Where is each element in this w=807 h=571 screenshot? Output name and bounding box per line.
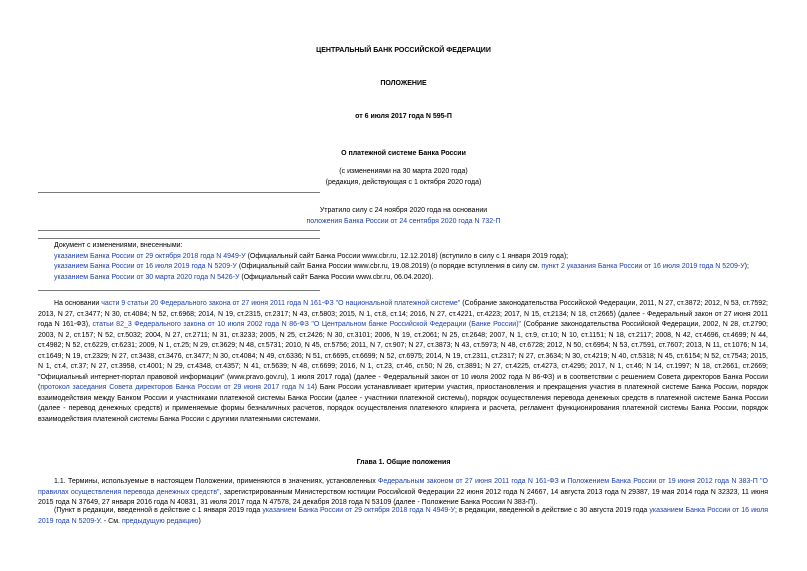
clause-note-link-4949u[interactable]: указанием Банка России от 29 октября 2018 года N 4949-У (262, 507, 455, 514)
amendment-link[interactable]: указанием Банка России от 16 июля 2019 года N 5209-У (54, 263, 237, 270)
clause-note-text: . - См. (100, 517, 122, 525)
preamble-text: (Собрание законодательства Российской Федерации, 2002, N 28, ст.2790; 2003, N 2, ст.157; N 52, ст.5032; 2004, N 27, ст.2711; N 31, ст.3233; 2005, N 25, ст.2426; N 30, ст.3101; 2006, N 19, ст.2061; N 25, ст.2648; 2007, N 1, ст.9, ст.10; N 10, ст.1151; N 18, ст.2117; 2008, N 42, ст.4696, ст.4699; N 44, ст.4982; N 52, ст.6229, ст.6231; 2009, N 1, ст.25; N 29, ст.3629; N 48, ст.5731; 2010, N 45, ст.5756; 2011, N 7, ст.907; N 27, ст.3873; N 43, ст.5973; N 48, ст.6728; 2012, N 50, ст.6954; N 53, ст.7591, ст.7607; 2013, N 11, ст.1076; N 14, ст.1649; N 19, ст.2329; N 27, ст.3438, ст.3476, ст.3477; N 30, ст.4084; N 49, ст.6336; N 51, ст.6695, ст.6699; N 52, ст.6975; 2014, N 19, ст.2311, ст.2317; N 27, ст.3634; N 30, ст.4219; N 40, ст.5318; N 45, ст.6154; N 52, ст.7543; 2015, N 1, ст.4, ст.37; N 27, ст.3958, ст.4001; N 29, ст.4348, ст.4357; N 41, ст.5639; N 48, ст.6699; 2016, N 1, ст.23, ст.46, ст.50; N 26, ст.3891; N 27, ст.4225, ст.4273, ст.4295; 2017, N 1, ст.46; N 14, ст.1997; N 18, ст.2661, ст.2669; "Официальный интернет-портал правовой информации" (www.pravo.gov.ru), 1 июля 2017 года) (далее - Федеральный закон от 10 июля 2002 года N 86-ФЗ) и в соответствии с решением Совета директоров Банка России ( (38, 321, 768, 391)
amendment-text: (Официальный сайт Банка России www.cbr.ru, 19.08.2019) (о порядке вступления в силу см. (236, 263, 542, 270)
expired-basis-link[interactable]: положения Банка России от 24 сентября 2020 года N 732-П (306, 218, 501, 225)
amendment-link-secondary[interactable]: пункт 2 указания Банка России от 16 июля 2019 года N 5209-У (541, 263, 745, 270)
document-date-number: от 6 июля 2017 года N 595-П (355, 113, 452, 120)
amendments-block (54, 241, 794, 283)
preamble-link-86fz[interactable]: статьи 82_3 Федерального закона от 10 июля 2002 года N 86-ФЗ "О Центральном банке Российской Федерации (Банке России)" (92, 321, 522, 328)
preamble-paragraph (38, 299, 768, 425)
preamble-text: На основании (54, 300, 102, 307)
amendment-item (54, 262, 794, 273)
amendment-text-secondary: ); (744, 263, 749, 270)
chapter-title: Глава 1. Общие положения (356, 459, 451, 466)
expired-notice: Утратило силу с 24 ноября 2020 года на основании (319, 207, 488, 214)
clause-text: 1.1. Термины, используемые в настоящем Положении, применяются в значениях, установленных (54, 478, 379, 485)
clause-note-text: ; в редакции, введенной в действие с 30 августа 2019 года (454, 507, 650, 514)
bank-name: ЦЕНТРАЛЬНЫЙ БАНК РОССИЙСКОЙ ФЕДЕРАЦИИ (316, 47, 491, 54)
amendments-intro: Документ с изменениями, внесенными: (54, 242, 183, 249)
amendment-text: (Официальный сайт Банка России www.cbr.ru, 12.12.2018) (вступило в силу с 1 января 2019 года); (245, 252, 569, 260)
clause-note-text: (Пункт в редакции, введенной в действие с 1 января 2019 года (54, 507, 263, 514)
divider (38, 230, 320, 231)
amendment-item (54, 273, 794, 284)
previous-edition-link[interactable]: предыдущую редакцию (121, 517, 199, 525)
changes-note: (с изменениями на 30 марта 2020 года) (339, 168, 468, 175)
document-title: О платежной системе Банка России (341, 150, 466, 157)
clause-edition-note (38, 506, 768, 527)
clause-link-161fz[interactable]: Федеральным законом от 27 июня 2011 года N 161-ФЗ (378, 478, 559, 485)
divider (38, 290, 320, 291)
expired-basis-link-wrap (0, 217, 807, 228)
preamble-text: ) Банк России устанавливает критерии участия, приостановления и прекращения участия в платежной системе Банка России, порядок взаимодействия между Банком России и участниками платежной системы Банка России (далее - участники платежной системы), порядок осуществления перевода денежных средств в платежной системе Банка России (далее - перевод денежных средств) и применяемые формы безналичных расчетов, порядок осуществления платежного клиринга и расчета, регламент функционирования платежной системы Банка России, порядок взаимодействия платежной системы Банка России с другими платежными системами. (38, 384, 768, 423)
amendment-link[interactable]: указанием Банка России от 29 октября 2018 года N 4949-У (54, 252, 246, 260)
document-type: ПОЛОЖЕНИЕ (380, 80, 427, 87)
preamble-link-protocol[interactable]: протокол заседания Совета директоров Банка России от 29 июня 2017 года N 14 (40, 384, 315, 391)
preamble-text: (Собрание законодательства Российской Федерации, 2011, N 27, ст.3872; 2012, N 53, ст.7592; 2013, N 27, ст.3477; N 30, ст.4084; N 52, ст.6968; 2014, N 19, ст.2315, ст.2317; N 43, ст.5803; 2015, N 1, ст.8, ст.14; 2016, N 27, ст.4221, ст.4223; 2017, N 15, ст.2134; N 18, ст.2665) (далее - Федеральный закон от 27 июня 2011 года N 161-ФЗ), (38, 300, 768, 328)
amendment-text: (Официальный сайт Банка России www.cbr.ru, 06.04.2020). (239, 273, 434, 281)
clause-note-text: ) (198, 517, 201, 525)
amendment-link[interactable]: указанием Банка России от 30 марта 2020 года N 5426-У (54, 273, 240, 281)
edition-note: (редакция, действующая с 1 октября 2020 года) (325, 179, 482, 186)
clause-text: , зарегистрированным Министерством юстиции Российской Федерации 22 июня 2012 года N 24667, 14 августа 2013 года N 29387, 19 мая 2014 года N 32323, 11 июня 2015 года N 37649, 27 января 2016 года N 40831, 31 июля 2017 года N 47578, 24 декабря 2018 года N 53109 (далее - Положение Банка России N 383-П). (38, 488, 768, 506)
clause-link-383p[interactable]: Положением Банка России от 19 июня 2012 года N 383-П "О правилах осуществления перевода денежных средств" (38, 478, 768, 496)
preamble-link-161fz[interactable]: части 9 статьи 20 Федерального закона от 27 июня 2011 года N 161-ФЗ "О национальной платежной системе" (101, 300, 461, 307)
divider (38, 192, 320, 193)
clause-1-1 (38, 477, 768, 509)
clause-note-link-5209u[interactable]: указанием Банка России от 16 июля 2019 года N 5209-У (38, 507, 768, 525)
divider (38, 238, 320, 239)
clause-text: и (558, 478, 568, 485)
amendment-item (54, 252, 794, 263)
